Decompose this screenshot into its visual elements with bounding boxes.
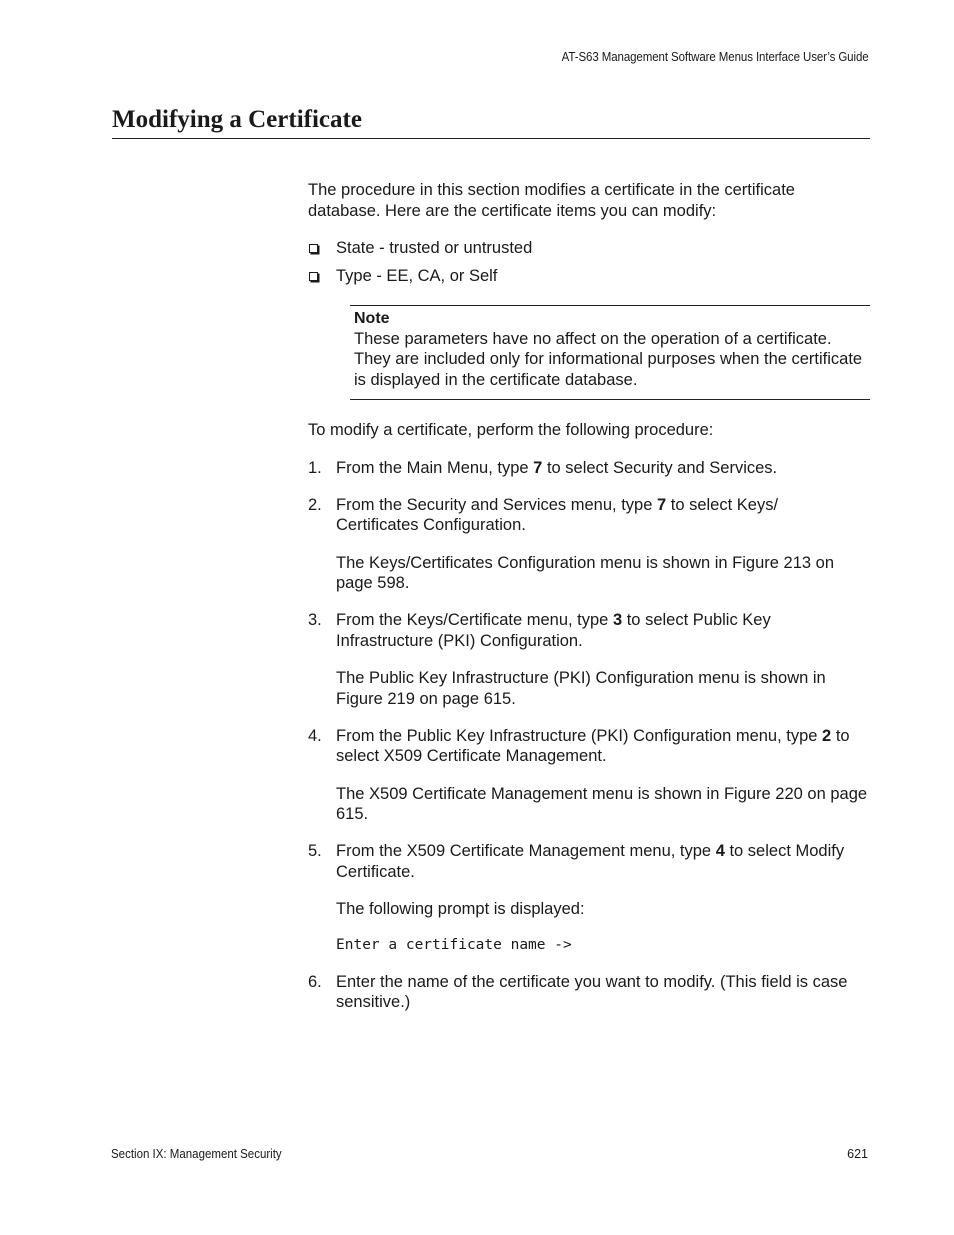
step-text-continued: Certificates Configuration.: [336, 516, 526, 534]
list-item-text: State - trusted or untrusted: [336, 239, 533, 257]
step-text-part: to select Security and Services.: [542, 458, 778, 477]
procedure-step: [308, 610, 870, 709]
procedure-steps: [308, 458, 870, 1013]
step-note: The following prompt is displayed:: [336, 900, 585, 918]
step-text-part: From the X509 Certificate Management menu, type: [336, 842, 716, 860]
step-text-part: to select Public Key: [622, 611, 771, 629]
section-title: Modifying a Certificate: [112, 106, 870, 139]
body-column: [308, 180, 870, 1029]
step-text: [336, 458, 870, 479]
running-header: AT-S63 Management Software Menus Interface User’s Guide: [562, 50, 869, 64]
modifiable-items-list: [308, 238, 870, 287]
step-text-part: From the Public Key Infrastructure (PKI) Configuration menu, type: [336, 726, 823, 745]
menu-key: 2: [822, 726, 832, 745]
page-number: 621: [847, 1147, 868, 1161]
step-text: Enter the name of the certificate you want to modify. (This field is case sensitive.): [336, 972, 848, 1011]
step-number: 1.: [308, 458, 322, 477]
step-text-part: From the Security and Services menu, type: [336, 495, 657, 514]
checkbox-bullet-icon: [309, 244, 318, 253]
procedure-step: [308, 972, 870, 1013]
step-note: The Keys/Certificates Configuration menu is shown in Figure 213 on page 598.: [336, 553, 835, 592]
step-text-continued: select X509 Certificate Management.: [336, 747, 607, 765]
note-text: These parameters have no affect on the operation of a certificate. They are included only for informational purposes when the certificate is displayed in the certificate database.: [354, 329, 863, 389]
procedure-step: [308, 495, 870, 594]
menu-key: 3: [612, 611, 623, 629]
procedure-step: [308, 726, 870, 825]
procedure-step: [308, 841, 870, 955]
step-text: [336, 726, 870, 747]
step-text-part: From the Main Menu, type: [336, 458, 534, 477]
step-text-part: to: [831, 726, 850, 745]
procedure-intro: To modify a certificate, perform the following procedure:: [308, 421, 714, 439]
note-title: Note: [354, 309, 390, 327]
menu-key: 4: [715, 842, 725, 860]
step-note: The X509 Certificate Management menu is shown in Figure 220 on page 615.: [336, 784, 868, 823]
footer-section-label: Section IX: Management Security: [111, 1147, 282, 1161]
step-number: 3.: [308, 611, 322, 629]
step-number: 2.: [308, 495, 322, 514]
note-box: [350, 305, 870, 401]
step-text-part: From the Keys/Certificate menu, type: [336, 611, 613, 629]
step-note: The Public Key Infrastructure (PKI) Configuration menu is shown in Figure 219 on page 615.: [336, 669, 826, 708]
checkbox-bullet-icon: [309, 272, 318, 281]
step-text-continued: Certificate.: [336, 862, 415, 881]
list-item-text: Type - EE, CA, or Self: [336, 267, 498, 285]
step-text-part: to select Modify: [724, 842, 845, 860]
menu-key: 7: [533, 458, 543, 477]
step-text: [336, 841, 870, 862]
step-text: [336, 495, 870, 516]
command-prompt: Enter a certificate name ->: [336, 936, 572, 953]
list-item: [308, 266, 870, 287]
list-item: [308, 238, 870, 259]
step-text-part: to select Keys/: [666, 495, 779, 514]
intro-paragraph: The procedure in this section modifies a certificate in the certificate database. Here are the certificate items you can modify:: [308, 181, 795, 220]
step-number: 4.: [308, 726, 322, 745]
step-number: 6.: [308, 972, 322, 991]
step-text: [336, 610, 870, 631]
step-number: 5.: [308, 842, 322, 860]
menu-key: 7: [656, 495, 667, 514]
procedure-step: [308, 458, 870, 479]
step-text-continued: Infrastructure (PKI) Configuration.: [336, 631, 583, 650]
